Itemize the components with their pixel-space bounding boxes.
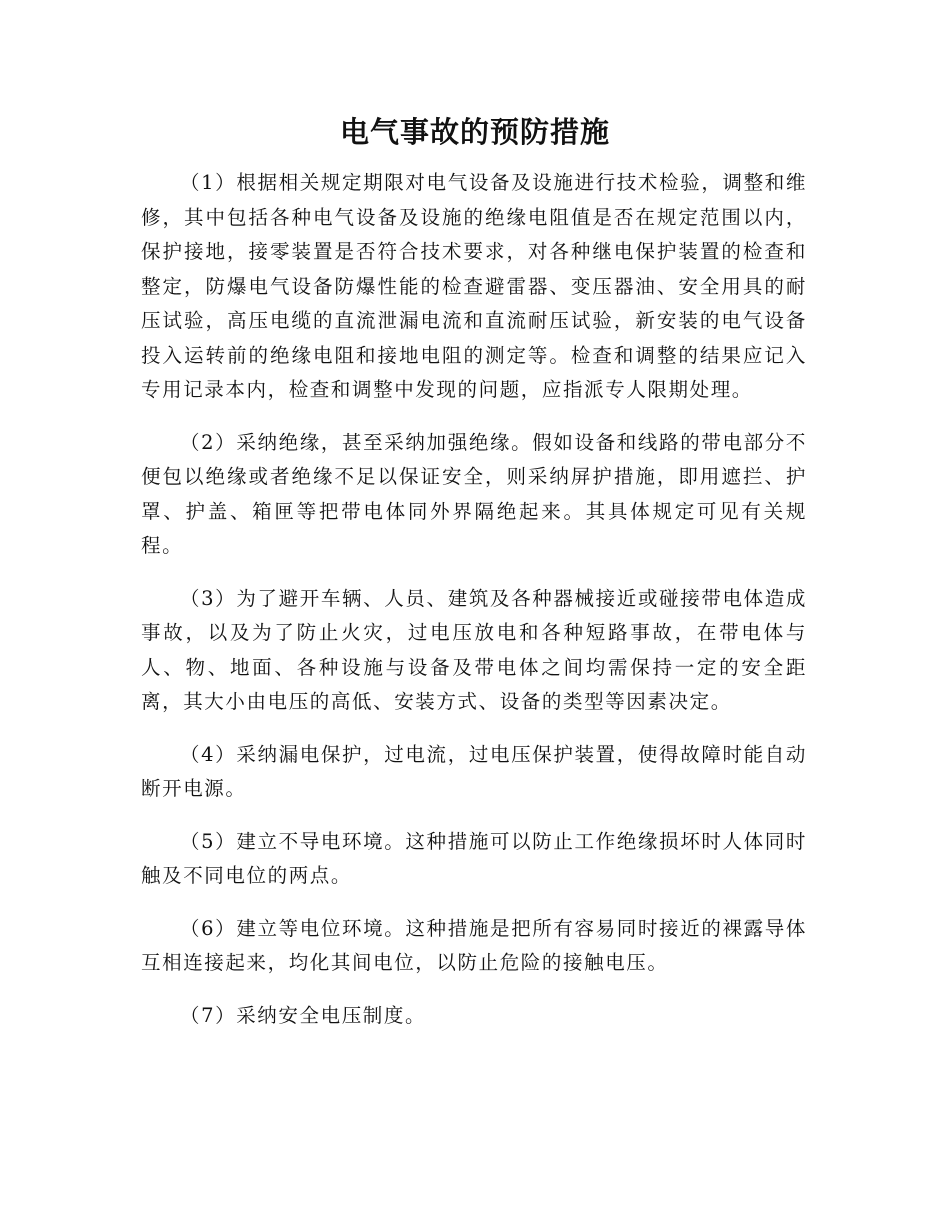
paragraph-2: （2）采纳绝缘，甚至采纳加强绝缘。假如设备和线路的带电部分不便包以绝缘或者绝缘不足以保证安全，则采纳屏护措施，即用遮拦、护罩、护盖、箱匣等把带电体同外界隔绝起来。其具体规定可见有关规程。 xyxy=(141,430,807,557)
paragraph-4: （4）采纳漏电保护，过电流，过电压保护装置，使得故障时能自动断开电源。 xyxy=(141,742,807,800)
paragraph-3: （3）为了避开车辆、人员、建筑及各种器械接近或碰接带电体造成事故，以及为了防止火灾，过电压放电和各种短路事故，在带电体与人、物、地面、各种设施与设备及带电体之间均需保持一定的安全距离，其大小由电压的高低、安装方式、设备的类型等因素决定。 xyxy=(141,586,807,713)
paragraph-1: （1）根据相关规定期限对电气设备及设施进行技术检验，调整和维修，其中包括各种电气设备及设施的绝缘电阻值是否在规定范围以内，保护接地，接零装置是否符合技术要求，对各种继电保护装置的检查和整定，防爆电气设备防爆性能的检查避雷器、变压器油、安全用具的耐压试验，高压电缆的直流泄漏电流和直流耐压试验，新安装的电气设备投入运转前的绝缘电阻和接地电阻的测定等。检查和调整的结果应记入专用记录本内，检查和调整中发现的问题，应指派专人限期处理。 xyxy=(141,171,807,401)
paragraph-5: （5）建立不导电环境。这种措施可以防止工作绝缘损坏时人体同时触及不同电位的两点。 xyxy=(141,829,807,887)
paragraph-7: （7）采纳安全电压制度。 xyxy=(180,1003,427,1027)
document-title: 电气事故的预防措施 xyxy=(339,115,610,149)
document-body xyxy=(141,166,807,1033)
paragraph-6: （6）建立等电位环境。这种措施是把所有容易同时接近的裸露导体互相连接起来，均化其间电位，以防止危险的接触电压。 xyxy=(141,916,807,974)
